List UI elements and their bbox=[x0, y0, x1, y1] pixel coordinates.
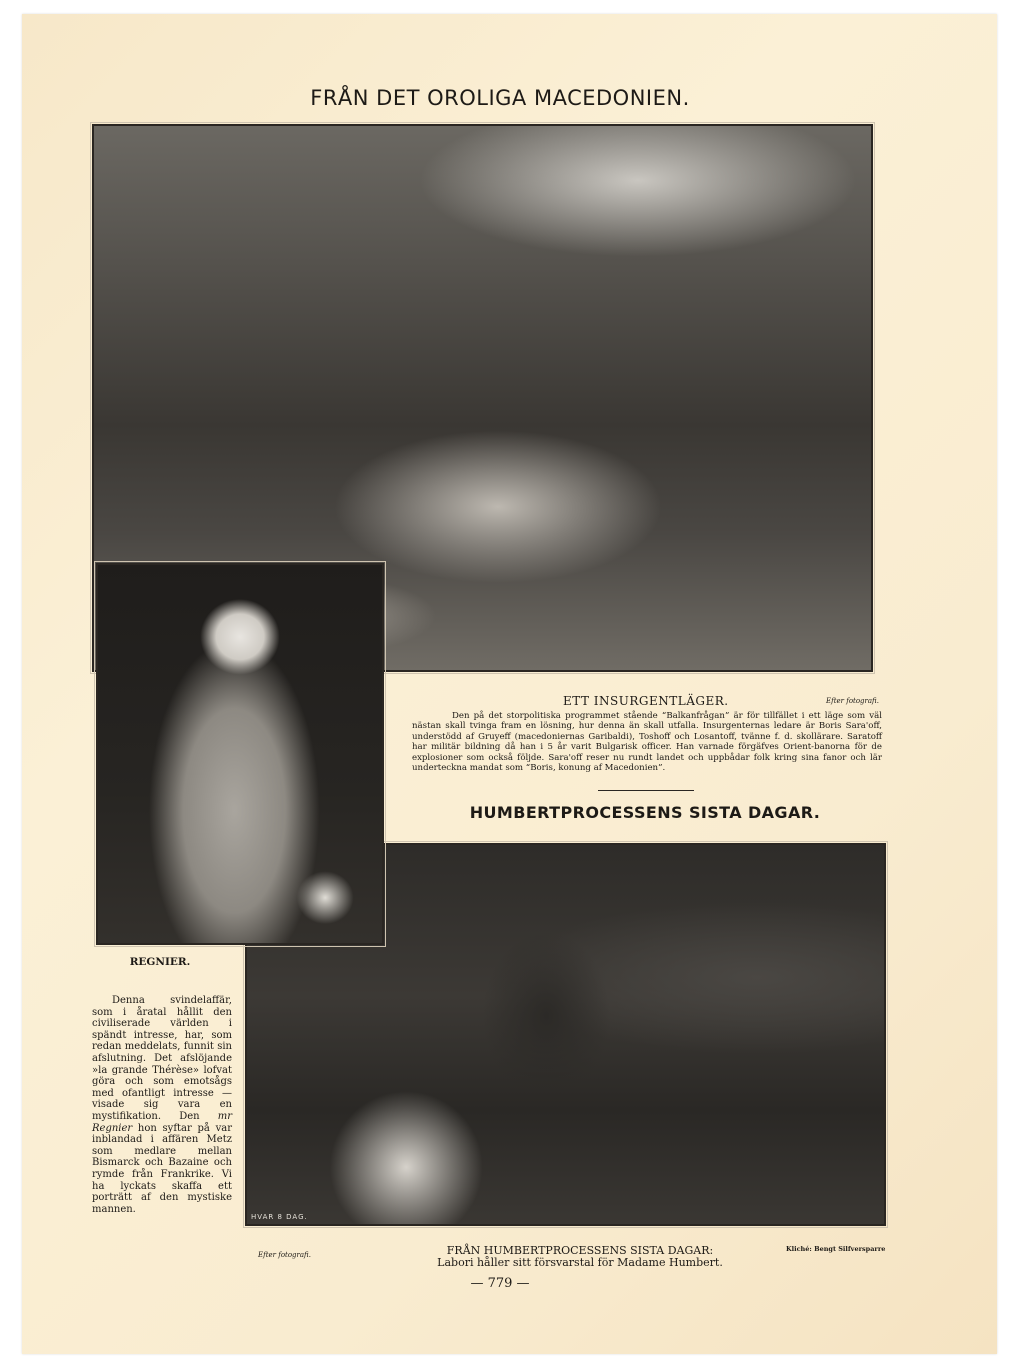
regnier-portrait-photo bbox=[96, 563, 384, 945]
courtroom-caption-line-2: Labori håller sitt försvarstal för Madame Humbert. bbox=[437, 1256, 723, 1269]
courtroom-photo-credit: Efter fotografi. bbox=[258, 1251, 311, 1259]
page-number: — 779 — bbox=[470, 1276, 530, 1291]
camp-caption-text: Den på det storpolitiska programmet stående “Balkanfrågan” är för tillfället i ett läge som väl nästan skall tvinga fram en lösning, hur denna än skall utfalla. Insurgenternas ledare är Boris Sara'off, understödd af Gruyeff (macedoniernas Garibaldi), Toshoff och Losantoff, tvänne f. d. skollärare. Saratoff har militär bildning då han i 5 år varit Bulgarisk officer. Han varnade förgäfves Orient-banorna för de explosioner som också följde. Sara'off reser nu rundt landet och uppbådar folk kring sina fanor och lär underteckna mandat som “Boris, konung af Macedonien”. bbox=[412, 711, 882, 774]
cliche-credit: Kliché: Bengt Silfversparre bbox=[786, 1245, 886, 1253]
regnier-name-italic: mr Regnier bbox=[92, 1110, 232, 1134]
photo-watermark: HVAR 8 DAG. bbox=[251, 1213, 308, 1221]
section-title: HUMBERTPROCESSENS SISTA DAGAR. bbox=[469, 803, 821, 822]
courtroom-caption-line-1: FRÅN HUMBERTPROCESSENS SISTA DAGAR: bbox=[446, 1244, 714, 1257]
regnier-text-part-2: hon syftar på var inblandad i affären Metz som medlare mellan Bismarck och Bazaine och rymde från Frankrike. Vi ha lyckats skaffa ett porträtt af den mystiske mannen. bbox=[92, 1122, 232, 1215]
courtroom-caption bbox=[380, 1245, 780, 1269]
regnier-text-part-1: Denna svindelaffär, som i åratal hållit den civiliserade världen i spändt intresse, har, som redan meddelats, funnit sin afslutning. Det afslöjande »la grande Thérèse» lofvat göra och som emotsågs med ofantligt intresse — visade sig vara en mystifikation. Den bbox=[92, 995, 232, 1122]
camp-caption-title: ETT INSURGENTLÄGER. bbox=[563, 694, 729, 708]
section-divider bbox=[598, 790, 694, 791]
camp-photo-credit: Efter fotografi. bbox=[826, 697, 879, 705]
regnier-article-text bbox=[92, 995, 232, 1215]
page-title: FRÅN DET OROLIGA MACEDONIEN. bbox=[310, 86, 690, 111]
portrait-caption-title: REGNIER. bbox=[129, 956, 191, 968]
